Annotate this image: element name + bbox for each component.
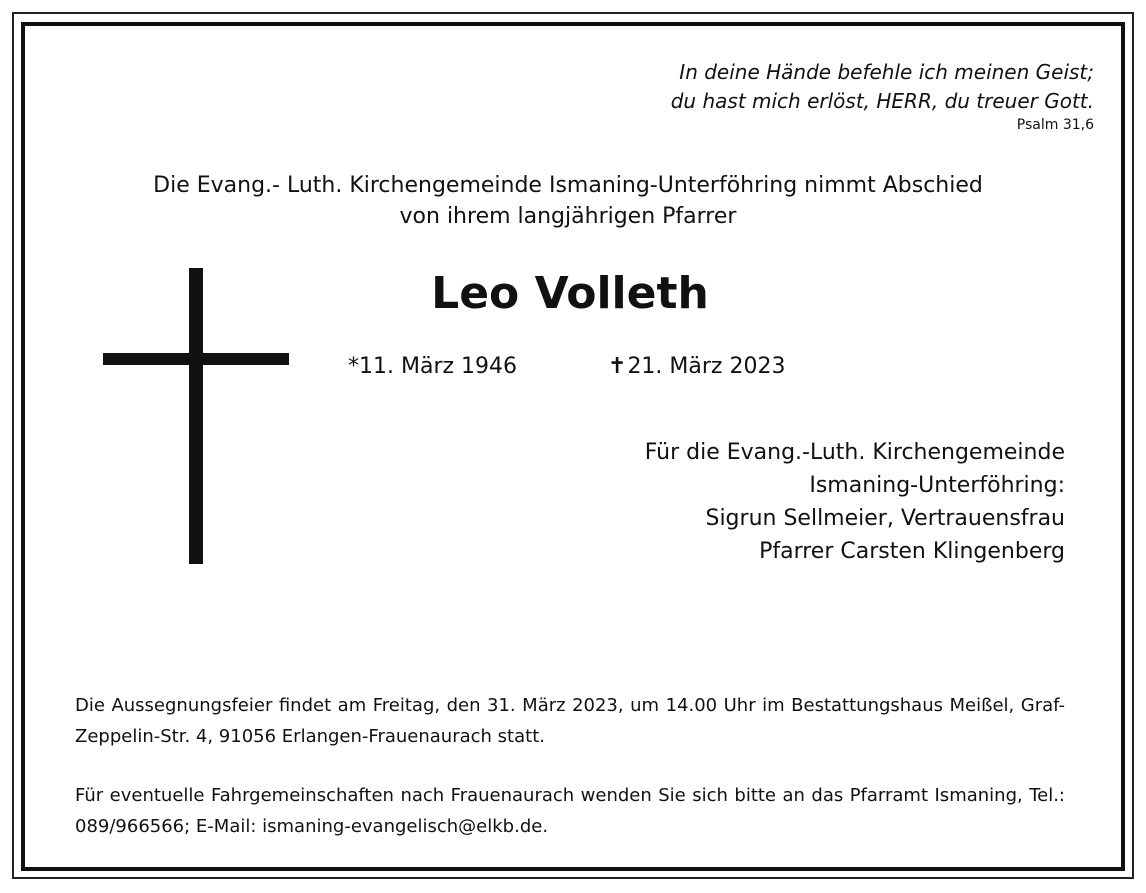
signature-block [645,436,1065,568]
ceremony-notice: Die Aussegnungsfeier findet am Freitag, den 31. März 2023, um 14.00 Uhr im Bestattungshaus Meißel, Graf-Zeppelin-Str. 4, 91056 Erlangen-Frauenaurach statt. [75,695,1065,747]
death-date: 21. März 2023 [627,354,786,379]
deceased-name: Leo Volleth [431,268,709,319]
farewell-intro [40,170,1096,232]
verse-reference: Psalm 31,6 [1016,117,1094,133]
signature-line: Sigrun Sellmeier, Vertrauensfrau [705,506,1065,531]
bible-verse [671,58,1094,116]
verse-line-1: In deine Hände befehle ich meinen Geist; [679,60,1094,84]
intro-line-1: Die Evang.- Luth. Kirchengemeinde Ismaning-Unterföhring nimmt Abschied [153,173,983,198]
verse-line-2: du hast mich erlöst, HERR, du treuer Gott. [670,89,1094,113]
intro-line-2: von ihrem langjährigen Pfarrer [399,204,737,229]
latin-cross-icon [103,268,289,564]
death-cross-icon: ✝ [608,354,627,379]
death-date-group [608,352,785,382]
signature-line: Pfarrer Carsten Klingenberg [759,539,1065,564]
signature-line: Ismaning-Unterföhring: [809,473,1065,498]
carpool-notice: Für eventuelle Fahrgemeinschaften nach Frauenaurach wenden Sie sich bitte an das Pfarramt Ismaning, Tel.: 089/966566; E-Mail: ismaning-evangelisch@elkb.de. [75,785,1065,837]
birth-date: *11. März 1946 [348,354,518,379]
cross-horizontal-bar [103,353,289,365]
cross-vertical-bar [189,268,203,564]
signature-line: Für die Evang.-Luth. Kirchengemeinde [644,440,1065,465]
